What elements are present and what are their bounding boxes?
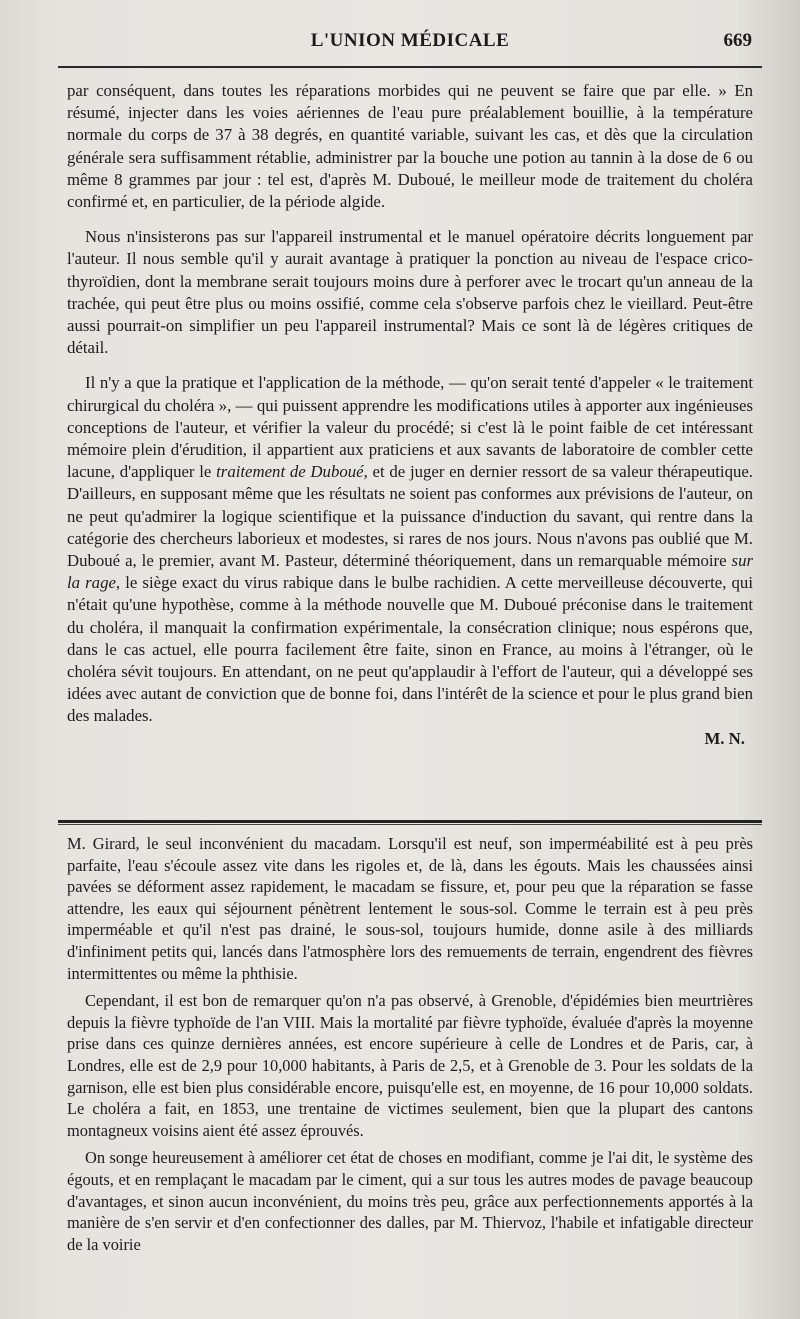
- review-article-end: [67, 80, 753, 750]
- continued-article: [67, 833, 753, 1255]
- italic-title: sur la rage: [67, 551, 753, 593]
- paragraph: On songe heureusement à améliorer cet état de choses en modifiant, comme je l'ai dit, le système des égouts, et en remplaçant le macadam par le ciment, qui a sur tous les autres modes de pavage beaucoup d'avantages, et sinon aucun inconvénient, du moins très peu, grâce aux perfectionnements apportés à la manière de s'en servir et d'en confectionner des dalles, par M. Thiervoz, l'habile et infatigable directeur de la voirie: [67, 1148, 753, 1254]
- paragraph: par conséquent, dans toutes les réparations morbides qui ne peuvent se faire que par elle. » En résumé, injecter dans les voies aériennes de l'eau pure préalablement bouillie, à la température normale du corps de 37 à 38 degrés, en quantité variable, suivant les cas, et dès que la circulation générale sera suffisamment rétablie, administrer par la bouche une potion au tannin à la dose de 6 ou même 8 grammes par jour : tel est, d'après M. Duboué, le meilleur mode de traitement du choléra confirmé et, en particulier, de la période algide.: [67, 81, 753, 212]
- author-signature: M. N.: [704, 728, 745, 748]
- running-title: L'UNION MÉDICALE: [310, 30, 510, 51]
- text-run: , et de juger en dernier ressort de sa valeur thérapeutique. D'ailleurs, en supposant même que les résultats ne soient pas conformes aux prévisions de l'auteur, on ne peut qu'admirer la logique scientifique et la puissance d'induction du savant, qui rentre dans la catégorie des chercheurs laborieux et modestes, si rares de nos jours. Nous n'avons pas oublié que M. Duboué a, le premier, avant M. Pasteur, déterminé théoriquement, dans un remarquable mémoire: [67, 462, 753, 571]
- italic-title: traitement de Duboué: [216, 462, 364, 482]
- paragraph: [67, 372, 753, 727]
- paragraph: Nous n'insisterons pas sur l'appareil instrumental et le manuel opératoire décrits longuement par l'auteur. Il nous semble qu'il y aurait avantage à pratiquer la ponction au niveau de l'espace crico-thyroïdien, dont la membrane serait toujours moins dure à perforer avec le trocart qu'un anneau de la trachée, qui peut être plus ou moins ossifié, comme cela s'observe parfois chez le vieillard. Peut-être aussi pourrait-on simplifier un peu l'appareil instrumental? Mais ce sont là de légères critiques de détail.: [67, 227, 753, 358]
- text-run: , le siège exact du virus rabique dans le bulbe rachidien. A cette merveilleuse découverte, qui n'était qu'une hypothèse, comme à la méthode nouvelle que M. Duboué préconise dans le traitement du choléra, il manquait la confirmation expérimentale, la consécration clinique; nous espérons que, dans le cas actuel, elle pourra facilement être faite, sinon en France, au moins à l'étranger, où le choléra sévit toujours. En attendant, on ne peut qu'applaudir à l'effort de l'auteur, qui a développé ses idées avec autant de conviction que de bonne foi, dans l'intérêt de la science et pour le plus grand bien des malades.: [67, 573, 753, 726]
- text-run: Il n'y a que la pratique et l'application de la méthode, — qu'on serait tenté d'appeler « le traitement chirurgical du choléra », — qui puissent apprendre les modifications utiles à apporter aux ingénieuses conceptions de l'auteur, et vérifier la valeur du procédé; si c'est là le point faible de cet intéressant mémoire plein d'érudition, il appartient aux praticiens et aux savants de laboratoire de combler cette lacune, d'appliquer le: [67, 373, 753, 482]
- header-rule: [58, 66, 762, 68]
- section-divider: [58, 820, 762, 825]
- paragraph: Cependant, il est bon de remarquer qu'on n'a pas observé, à Grenoble, d'épidémies bien meurtrières depuis la fièvre typhoïde de l'an VIII. Mais la mortalité par fièvre typhoïde, évaluée d'après la moyenne prise dans ces quinze dernières années, est encore supérieure à celle de Londres et de Paris, car, à Londres, elle est de 2,9 pour 10,000 habitants, à Paris de 2,5, et à Grenoble de 3. Pour les soldats de la garnison, elle est bien plus considérable encore, puisqu'elle est, en moyenne, de 16 pour 10,000 soldats. Le choléra a fait, en 1853, une trentaine de victimes seulement, bien que la plupart des cantons montagneux voisins aient été assez éprouvés.: [67, 991, 753, 1140]
- paragraph: M. Girard, le seul inconvénient du macadam. Lorsqu'il est neuf, son imperméabilité est à peu près parfaite, l'eau s'écoule assez vite dans les rigoles et, de là, dans les égouts. Mais les chaussées ainsi pavées se déforment assez rapidement, le macadam se fissure, et, pour peu que la réparation se fasse attendre, les eaux qui séjournent pénètrent lentement le sous-sol. Comme le terrain est à peu près imperméable et qu'il n'est pas drainé, le sous-sol, toujours humide, donne asile à des milliards d'infiniment petits qui, lancés dans l'atmosphère lors des remuements de terrain, engendrent des fièvres intermittentes ou même la phthisie.: [67, 834, 753, 983]
- page-header: [60, 30, 760, 56]
- page-number: 669: [723, 30, 752, 51]
